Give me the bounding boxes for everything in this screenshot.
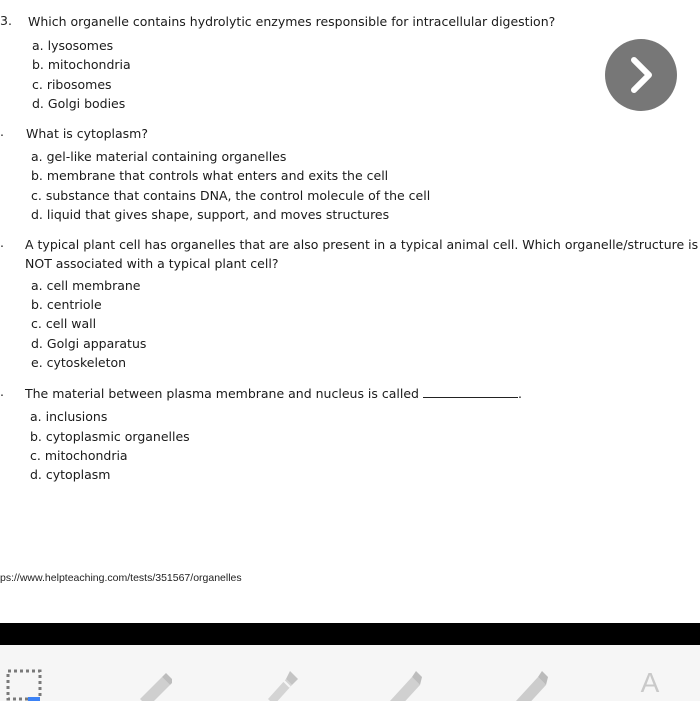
- divider-bar: [0, 623, 700, 645]
- answer-option: a. inclusions: [30, 409, 108, 424]
- answer-option: a. lysosomes: [32, 38, 114, 53]
- question-stem-line-1: A typical plant cell has organelles that are also present in a typical animal cell. Which organelle/structure is: [25, 237, 699, 252]
- answer-option: a. cell membrane: [31, 278, 141, 293]
- answer-option: b. membrane that controls what enters and exits the cell: [31, 168, 389, 183]
- answer-option: b. centriole: [31, 297, 102, 312]
- pencil-tool-button[interactable]: [382, 665, 422, 701]
- select-icon: [4, 665, 44, 701]
- text-tool-button[interactable]: [630, 665, 670, 701]
- answer-option: d. liquid that gives shape, support, and moves structures: [31, 207, 390, 222]
- chevron-right-icon: [605, 39, 677, 111]
- pen-tool-button[interactable]: [258, 665, 298, 701]
- question-number: 3.: [0, 13, 12, 28]
- answer-option: a. gel-like material containing organelles: [31, 149, 287, 164]
- answer-option: d. Golgi apparatus: [31, 336, 147, 351]
- question-stem-text: The material between plasma membrane and nucleus is called: [25, 386, 419, 401]
- answer-option: d. cytoplasm: [30, 467, 111, 482]
- answer-option: b. mitochondria: [32, 57, 131, 72]
- answer-option: c. cell wall: [31, 316, 97, 331]
- answer-option: b. cytoplasmic organelles: [30, 429, 190, 444]
- marker-icon: [508, 665, 548, 701]
- question-number: .: [0, 235, 4, 250]
- question-number: .: [0, 124, 4, 139]
- question-stem: [25, 384, 522, 403]
- highlighter-tool-button[interactable]: [132, 665, 172, 701]
- next-page-button[interactable]: [605, 39, 677, 111]
- question-stem: Which organelle contains hydrolytic enzymes responsible for intracellular digestion?: [28, 14, 556, 29]
- answer-option: c. ribosomes: [32, 77, 112, 92]
- pen-icon: [258, 665, 298, 701]
- pencil-icon: [382, 665, 422, 701]
- answer-option: c. substance that contains DNA, the control molecule of the cell: [31, 188, 431, 203]
- fill-in-blank: [423, 387, 518, 398]
- question-stem-line-2: NOT associated with a typical plant cell?: [25, 256, 279, 271]
- question-stem: What is cytoplasm?: [26, 126, 148, 141]
- marker-tool-button[interactable]: [508, 665, 548, 701]
- question-number: .: [0, 384, 4, 399]
- annotation-toolbar: [0, 645, 700, 701]
- answer-option: c. mitochondria: [30, 448, 128, 463]
- source-url: ps://www.helpteaching.com/tests/351567/organelles: [0, 572, 242, 584]
- answer-option: d. Golgi bodies: [32, 96, 126, 111]
- highlighter-icon: [132, 665, 172, 701]
- question-stem-end: .: [518, 386, 522, 401]
- text-icon: A: [640, 667, 660, 698]
- select-tool-button[interactable]: [4, 665, 44, 701]
- answer-option: e. cytoskeleton: [31, 355, 127, 370]
